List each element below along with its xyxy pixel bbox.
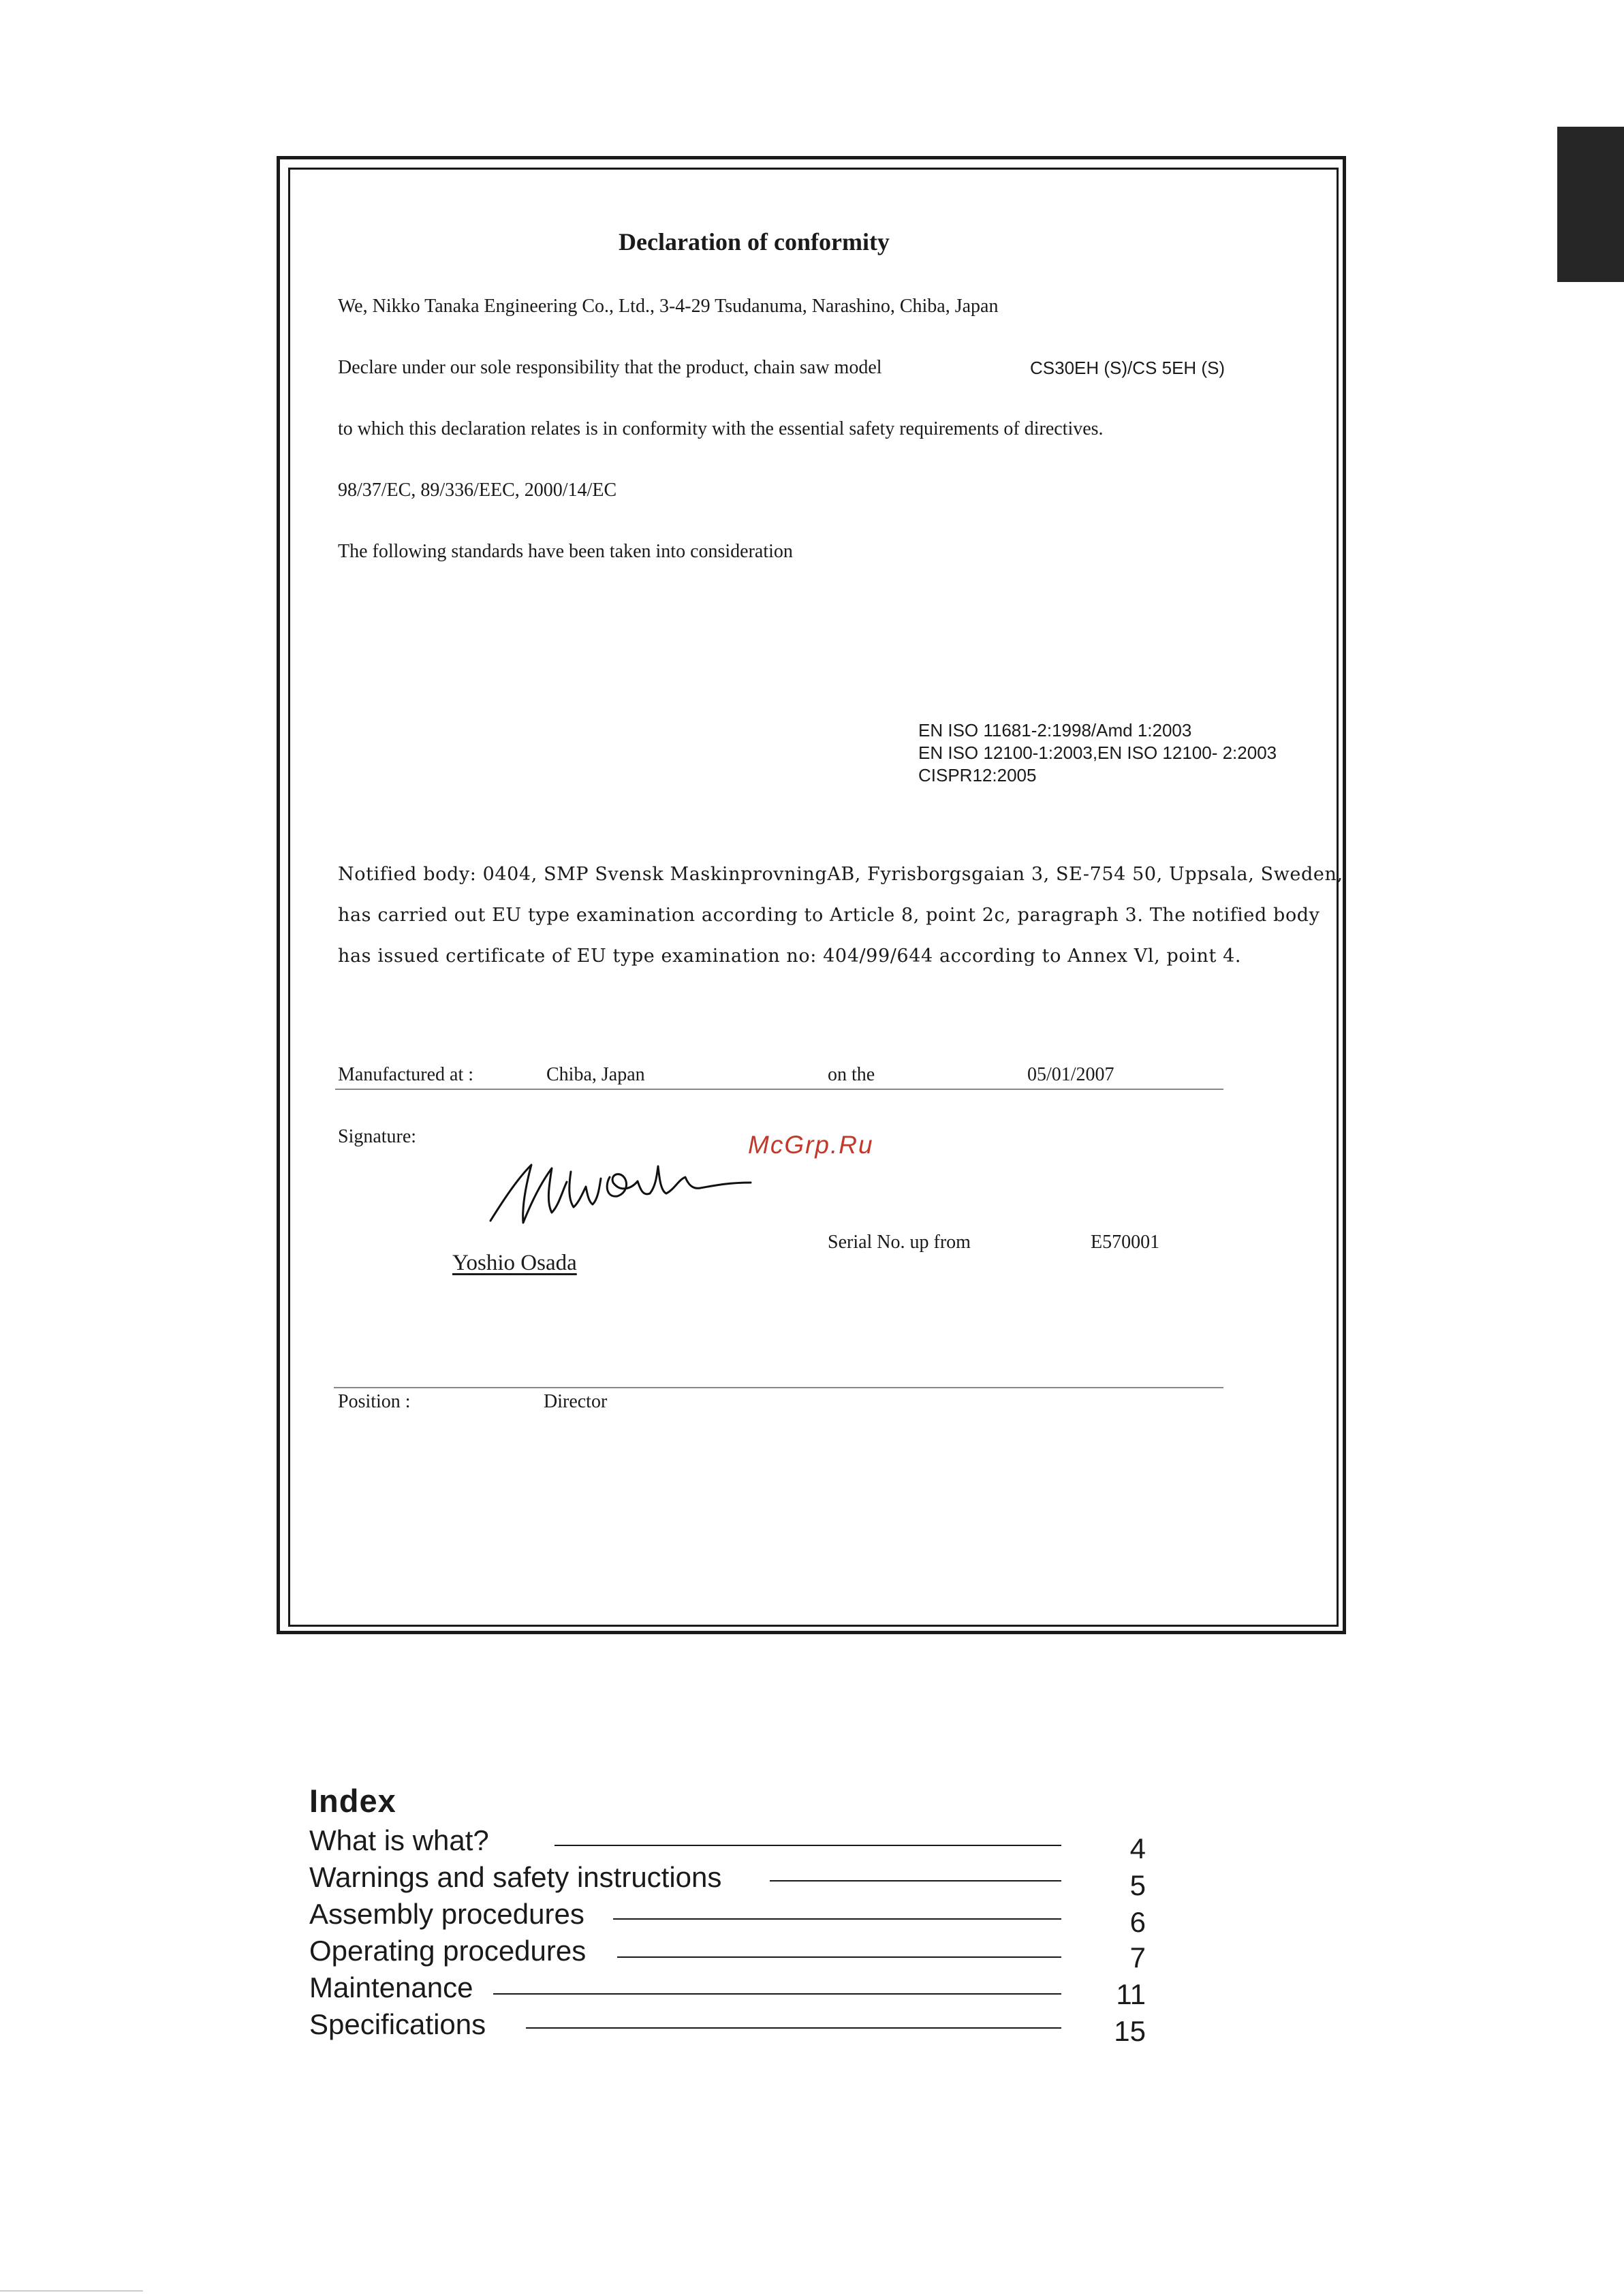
declaration-title: Declaration of conformity — [619, 228, 890, 255]
index-title: Index — [309, 1783, 396, 1819]
index-item-page: 4 — [1129, 1832, 1146, 1864]
standard-item: CISPR12:2005 — [918, 765, 1037, 785]
watermark: McGrp.Ru — [748, 1131, 874, 1159]
standards-intro: The following standards have been taken into consideration — [338, 541, 793, 562]
manufacturer-line: We, Nikko Tanaka Engineering Co., Ltd., 3-4-29 Tsudanuma, Narashino, Chiba, Japan — [338, 296, 999, 317]
index-item-page: 7 — [1129, 1941, 1146, 1973]
bottom-edge-mark — [0, 2290, 143, 2292]
index-item-label: What is what? — [309, 1824, 489, 1856]
notified-line-2: has carried out EU type examination according to Article 8, point 2c, paragraph 3. The notified body — [338, 905, 1320, 926]
manufactured-label: Manufactured at : — [338, 1064, 474, 1085]
standards-list — [918, 719, 1277, 787]
notified-line-1: Notified body: 0404, SMP Svensk MaskinprovningAB, Fyrisborgsgaian 3, SE-754 50, Uppsala, Sweden, — [338, 864, 1343, 885]
index-item-label: Operating procedures — [309, 1935, 587, 1967]
index-leader-line — [555, 1845, 1061, 1846]
index-leader-line — [613, 1918, 1061, 1920]
standard-item: EN ISO 11681-2:1998/Amd 1:2003 — [918, 720, 1192, 740]
declare-line: Declare under our sole responsibility that the product, chain saw model — [338, 357, 882, 378]
notified-line-3: has issued certificate of EU type examination no: 404/99/644 according to Annex Vl, point 4. — [338, 946, 1242, 967]
on-the-label: on the — [828, 1064, 875, 1085]
directives-line: 98/37/EC, 89/336/EEC, 2000/14/EC — [338, 480, 617, 501]
serial-label: Serial No. up from — [828, 1232, 971, 1253]
product-model: CS30EH (S)/CS 5EH (S) — [1030, 358, 1225, 378]
manufactured-rule — [335, 1089, 1223, 1090]
manufactured-place: Chiba, Japan — [546, 1064, 645, 1085]
relates-line: to which this declaration relates is in conformity with the essential safety requirements of directives. — [338, 418, 1104, 439]
index-leader-line — [493, 1993, 1061, 1995]
index-item-label: Maintenance — [309, 1971, 473, 2003]
standard-item: EN ISO 12100-1:2003,EN ISO 12100- 2:2003 — [918, 743, 1277, 763]
manufacture-date: 05/01/2007 — [1027, 1064, 1114, 1085]
signature-label: Signature: — [338, 1126, 417, 1147]
index-item-label: Warnings and safety instructions — [309, 1861, 722, 1893]
index-leader-line — [526, 2027, 1061, 2029]
position-value: Director — [544, 1391, 608, 1412]
index-item-label: Assembly procedures — [309, 1898, 584, 1930]
index-item-label: Specifications — [309, 2008, 486, 2040]
index-item-page: 11 — [1116, 1978, 1146, 2010]
position-label: Position : — [338, 1391, 411, 1412]
serial-value: E570001 — [1091, 1232, 1160, 1253]
index-item-page: 15 — [1114, 2015, 1146, 2047]
declaration-frame-inner — [288, 168, 1343, 1627]
index-item-page: 5 — [1129, 1869, 1146, 1901]
index-leader-line — [617, 1956, 1061, 1958]
handwritten-signature — [484, 1144, 756, 1233]
section-tab — [1557, 127, 1624, 282]
signatory-name: Yoshio Osada — [452, 1251, 577, 1275]
position-rule — [334, 1387, 1223, 1388]
index-item-page: 6 — [1129, 1906, 1146, 1938]
index-leader-line — [770, 1880, 1061, 1882]
